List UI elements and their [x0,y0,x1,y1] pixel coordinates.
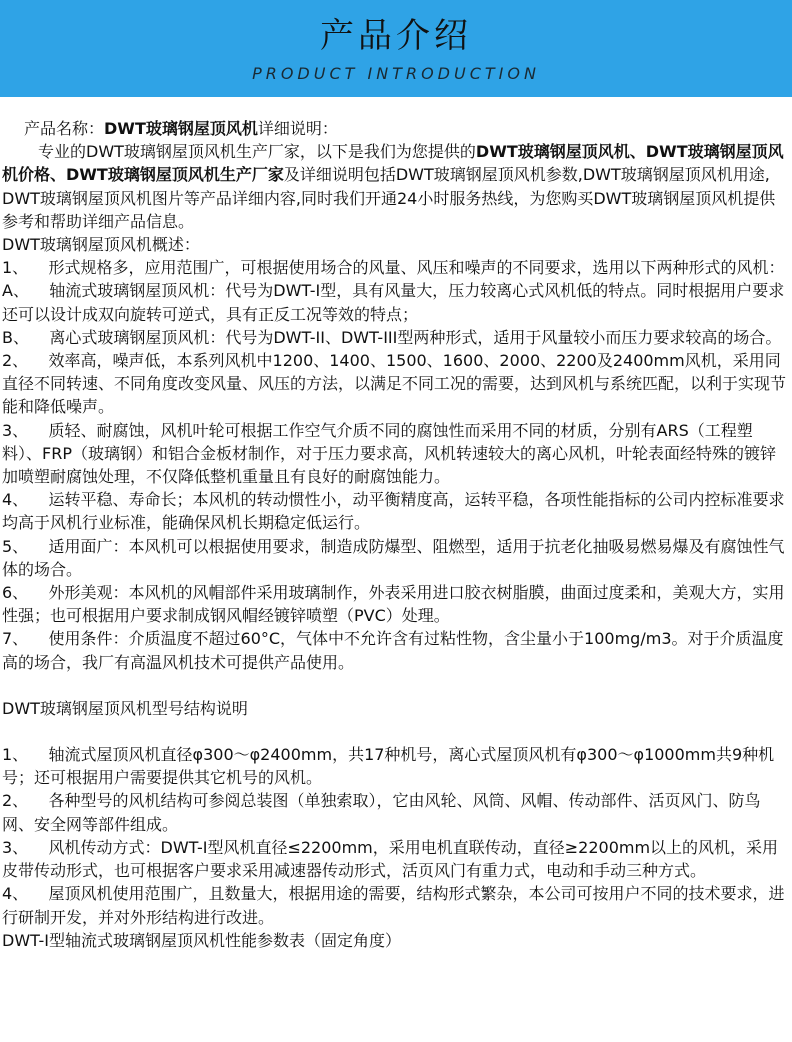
table-title: DWT-I型轴流式玻璃钢屋顶风机性能参数表（固定角度） [2,930,401,950]
overview-item: 3、 质轻、耐腐蚀，风机叶轮可根据工作空气介质不同的腐蚀性而采用不同的材质，分别有ARS（工程塑料）、FRP（玻璃钢）和铝合金板材制作，对于压力要求高，风机转速较大的离心风机，叶轮表面经特殊的镀锌加喷塑耐腐蚀处理，不仅降低整机重量且有良好的耐腐蚀能力。 [2,420,776,487]
overview-title: DWT玻璃钢屋顶风机概述： [2,235,200,255]
spacer [2,674,788,697]
header-banner [0,0,792,97]
structure-item: 3、 风机传动方式：DWT-I型风机直径≤2200mm，采用电机直联传动，直径≥2200mm以上的风机，采用皮带传动形式，也可根据客户要求采用减速器传动形式，活页风门有重力式，电动和手动三种方式。 [2,837,779,881]
structure-title: DWT玻璃钢屋顶风机型号结构说明 [2,698,248,718]
overview-item: 5、 适用面广：本风机可以根据使用要求，制造成防爆型、阻燃型，适用于抗老化抽吸易燃易爆及有腐蚀性气体的场合。 [2,536,785,579]
product-description [2,117,788,952]
overview-item: 2、 效率高，噪声低，本系列风机中1200、1400、1500、1600、2000、2200及2400mm风机，采用同直径不同转速、不同角度改变风量、风压的方法，以满足不同工况的需要，达到风机与系统匹配，以利于实现节能和降低噪声。 [2,351,787,417]
page-title: 产品介绍 [320,16,472,56]
structure-item: 4、 屋顶风机使用范围广，且数量大，根据用途的需要，结构形式繁杂，本公司可按用户不同的技术要求，进行研制开发，并对外形结构进行改进。 [2,884,785,927]
intro-text-1: 专业的DWT玻璃钢屋顶风机生产厂家，以下是我们为您提供的 [38,142,476,162]
overview-item: 1、 形式规格多，应用范围广，可根据使用场合的风量、风压和噪声的不同要求，选用以下两种形式的风机： [2,258,785,278]
intro-paragraph [2,140,788,233]
product-name-suffix: 详细说明： [257,119,338,138]
page-subtitle: PRODUCT INTRODUCTION [252,64,540,83]
structure-item: 2、 各种型号的风机结构可参阅总装图（单独索取），它由风轮、风筒、风帽、传动部件、活页风门、防鸟网、安全网等部件组成。 [2,791,761,834]
overview-item: 4、 运转平稳、寿命长；本风机的转动惯性小，动平衡精度高，运转平稳，各项性能指标的公司内控标准要求均高于风机行业标准，能确保风机长期稳定低运行。 [2,490,785,533]
overview-item: 6、 外形美观：本风机的风帽部件采用玻璃制作，外表采用进口胶衣树脂膜，曲面过度柔和，美观大方，实用性强；也可根据用户要求制成钢风帽经镀锌喷塑（PVC）处理。 [2,583,785,626]
overview-item: B、 离心式玻璃钢屋顶风机：代号为DWT-II、DWT-III型两种形式，适用于风量较小而压力要求较高的场合。 [2,327,782,347]
intro-keywords: DWT玻璃钢屋顶风机、DWT玻璃钢屋顶风机价格、DWT玻璃钢屋顶风机生产厂家 [2,142,784,185]
intro-text-2: 及详细说明包括DWT玻璃钢屋顶风机参数,DWT玻璃钢屋顶风机用途, DWT玻璃钢屋顶风机图片等产品详细内容,同时我们开通24小时服务热线，为您购买DWT玻璃钢屋顶风机提供参考和帮助详细产品信息。 [2,165,776,231]
spacer [2,720,788,743]
overview-item: 7、 使用条件：介质温度不超过60°C，气体中不允许含有过粘性物，含尘量小于100mg/m3。对于介质温度高的场合，我厂有高温风机技术可提供产品使用。 [2,629,784,672]
structure-item: 1、 轴流式屋顶风机直径φ300～φ2400mm，共17种机号，离心式屋顶风机有φ300～φ1000mm共9种机号；还可根据用户需要提供其它机号的风机。 [2,745,775,788]
product-name-line [2,117,788,140]
overview-item: A、 轴流式玻璃钢屋顶风机：代号为DWT-I型，具有风量大，压力较离心式风机低的特点。同时根据用户要求还可以设计成双向旋转可逆式，具有正反工况等效的特点； [2,281,785,324]
product-name-label: 产品名称： [24,119,105,138]
product-name: DWT玻璃钢屋顶风机 [104,119,258,138]
